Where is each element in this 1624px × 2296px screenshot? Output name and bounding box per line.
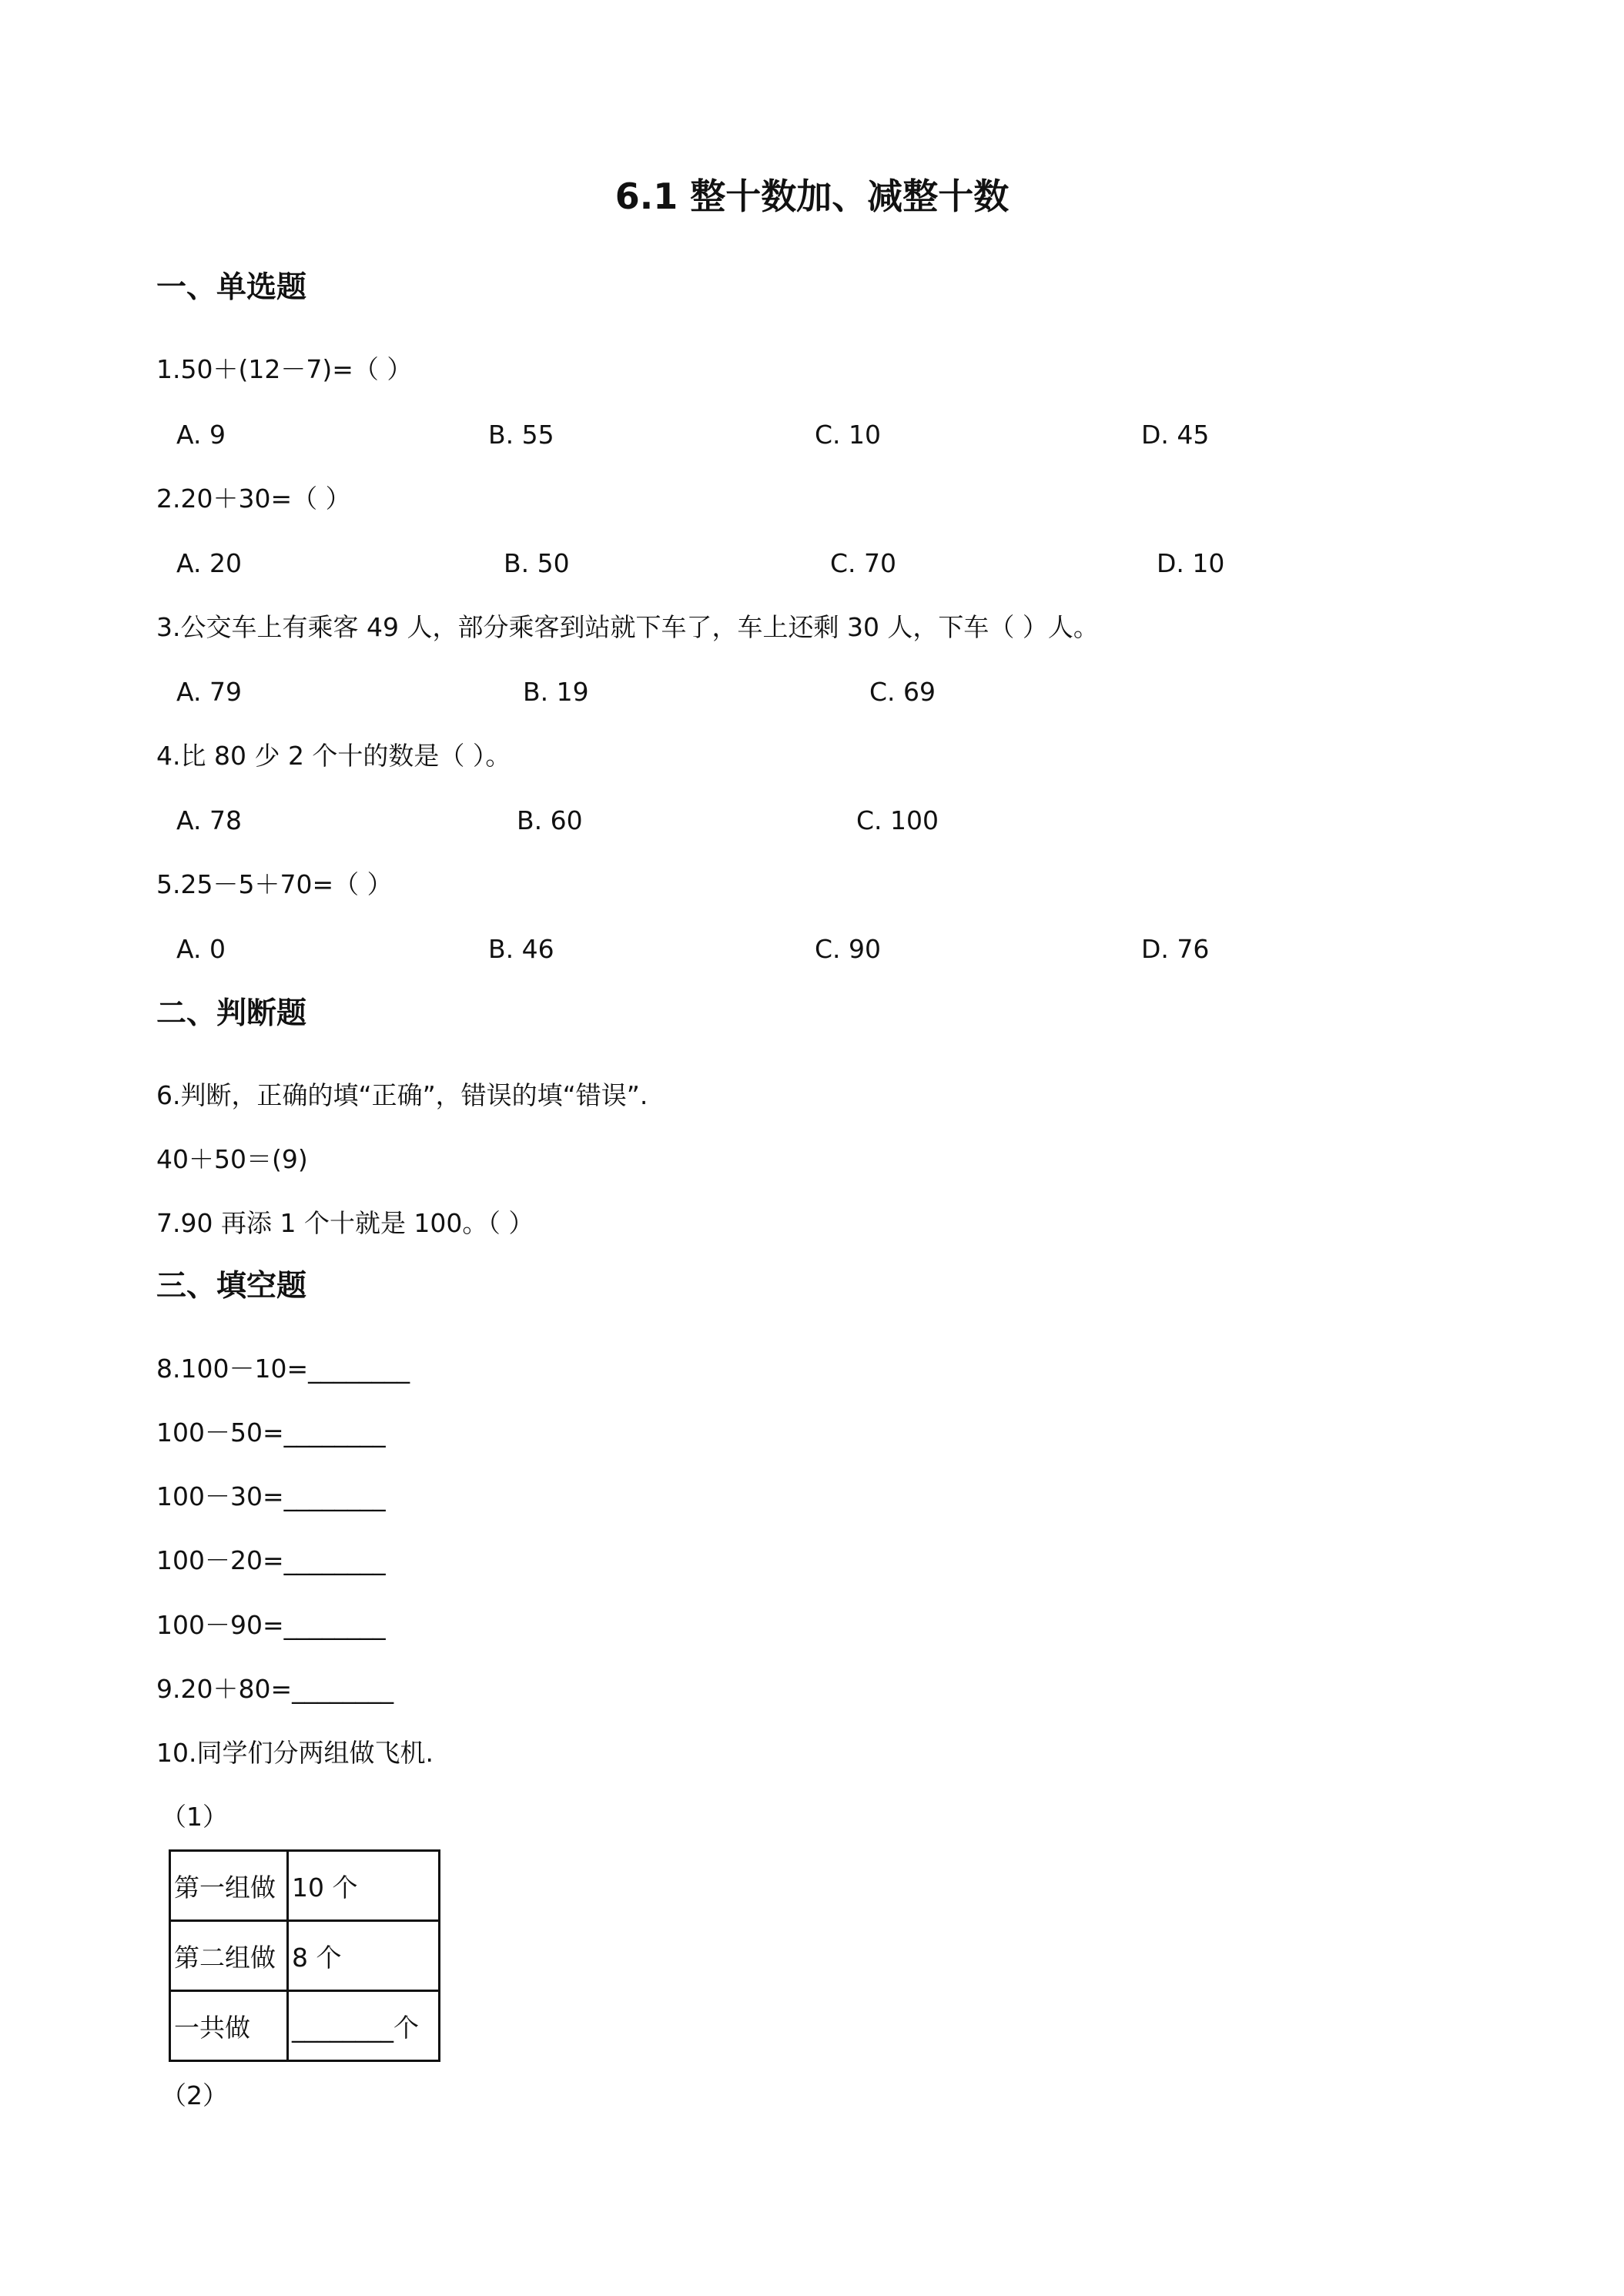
table-row: [170, 1921, 440, 1991]
question-1-option-d[interactable]: D. 45: [1141, 420, 1210, 450]
table-row: [170, 1851, 440, 1921]
question-5-option-b[interactable]: B. 46: [488, 934, 554, 964]
question-6-line: 40＋50＝(9): [156, 1144, 308, 1174]
section-heading-single-choice: 一、单选题: [156, 270, 307, 305]
question-10-part-1-label: （1）: [161, 1802, 228, 1832]
question-2-option-b[interactable]: B. 50: [504, 548, 570, 578]
question-3-option-c[interactable]: C. 69: [869, 677, 936, 707]
question-3-option-a[interactable]: A. 79: [176, 677, 242, 707]
table-cell-label: 一共做: [170, 1991, 288, 2061]
section-heading-true-false: 二、判断题: [156, 996, 307, 1031]
table-cell-answer-blank[interactable]: ________个: [288, 1991, 440, 2061]
question-6-stem: 6.判断，正确的填“正确”，错误的填“错误”.: [156, 1080, 648, 1110]
question-2-option-c[interactable]: C. 70: [830, 548, 897, 578]
question-1-option-c[interactable]: C. 10: [815, 420, 882, 450]
question-4-stem: 4.比 80 少 2 个十的数是（ ）。: [156, 741, 511, 771]
question-10-stem: 10.同学们分两组做飞机.: [156, 1738, 434, 1768]
question-9-stem: 9.20＋80=________: [156, 1674, 394, 1704]
question-4-option-c[interactable]: C. 100: [856, 805, 939, 835]
question-2-stem: 2.20＋30=（ ）: [156, 484, 351, 514]
question-3-option-b[interactable]: B. 19: [523, 677, 589, 707]
question-7-stem: 7.90 再添 1 个十就是 100。（ ）: [156, 1208, 534, 1238]
question-5-option-c[interactable]: C. 90: [815, 934, 882, 964]
table-cell-value: 10 个: [288, 1851, 440, 1921]
section-heading-fill-blank: 三、填空题: [156, 1269, 307, 1304]
question-8-line-2: 100－50=________: [156, 1417, 386, 1448]
page-title: 6.1 整十数加、减整十数: [614, 176, 1010, 217]
question-8-line-4: 100－20=________: [156, 1545, 386, 1575]
question-5-option-d[interactable]: D. 76: [1141, 934, 1210, 964]
question-8-line-5: 100－90=________: [156, 1610, 386, 1640]
table-cell-label: 第一组做: [170, 1851, 288, 1921]
question-2-option-d[interactable]: D. 10: [1157, 548, 1225, 578]
question-8-line-3: 100－30=________: [156, 1481, 386, 1511]
question-1-stem: 1.50＋(12－7)=（ ）: [156, 354, 413, 384]
question-10-part-2-label: （2）: [161, 2080, 228, 2110]
question-2-option-a[interactable]: A. 20: [176, 548, 242, 578]
table-cell-label: 第二组做: [170, 1921, 288, 1991]
question-4-option-a[interactable]: A. 78: [176, 805, 242, 835]
question-5-stem: 5.25－5＋70=（ ）: [156, 869, 393, 899]
question-8-line-1: 8.100－10=________: [156, 1354, 410, 1384]
question-4-option-b[interactable]: B. 60: [517, 805, 583, 835]
question-3-stem: 3.公交车上有乘客 49 人，部分乘客到站就下车了，车上还剩 30 人，下车（ ）人。: [156, 612, 1099, 642]
airplane-count-table: [169, 1849, 440, 2062]
question-1-option-a[interactable]: A. 9: [176, 420, 226, 450]
table-cell-value: 8 个: [288, 1921, 440, 1991]
question-1-option-b[interactable]: B. 55: [488, 420, 554, 450]
question-5-option-a[interactable]: A. 0: [176, 934, 226, 964]
table-row: [170, 1991, 440, 2061]
